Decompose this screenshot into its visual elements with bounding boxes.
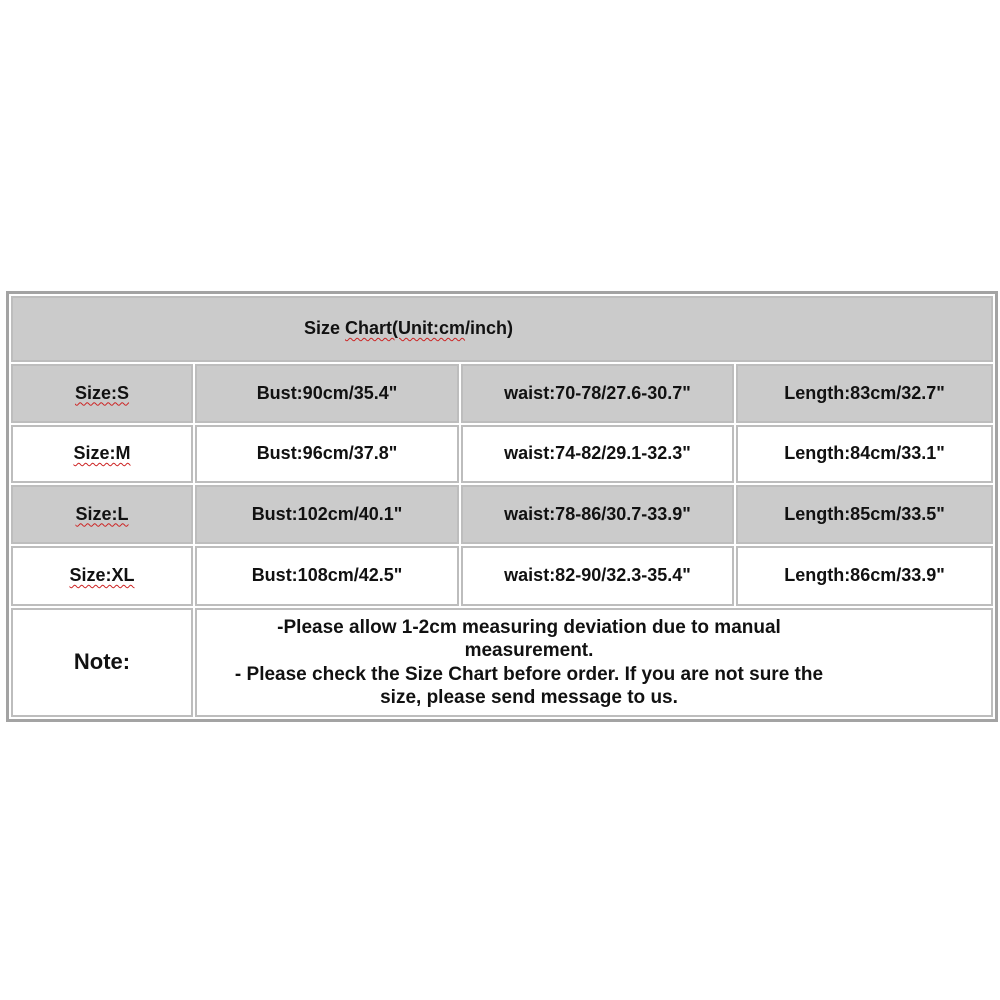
bust-cell-s <box>195 364 459 423</box>
waist-cell-m <box>461 425 734 483</box>
waist-cell-l <box>461 485 734 544</box>
length-cell-xl <box>736 546 993 606</box>
size-chart-title-cell <box>11 296 993 362</box>
note-label: Note: <box>73 649 131 675</box>
length-value: Length:86cm/33.9" <box>784 565 945 586</box>
size-chart-title: Size Chart(Unit:cm/inch) <box>304 318 514 339</box>
waist-cell-s <box>461 364 734 423</box>
bust-cell-l <box>195 485 459 544</box>
note-line: size, please send message to us. <box>380 687 678 708</box>
length-value: Length:85cm/33.5" <box>784 503 945 524</box>
note-line: -Please allow 1-2cm measuring deviation due to manual <box>277 616 781 638</box>
length-cell-s <box>736 364 993 423</box>
size-label: Size:M <box>73 443 131 464</box>
size-cell-xl <box>11 546 193 606</box>
length-cell-m <box>736 425 993 483</box>
note-text-cell <box>195 608 993 717</box>
note-line: - Please check the Size Chart before order. If you are not sure the <box>234 663 824 685</box>
size-chart-table <box>6 291 998 722</box>
bust-value: Bust:108cm/42.5" <box>251 565 403 586</box>
bust-value: Bust:96cm/37.8" <box>256 443 398 464</box>
waist-value: waist:78-86/30.7-33.9" <box>504 503 691 524</box>
bust-cell-xl <box>195 546 459 606</box>
length-value: Length:83cm/32.7" <box>784 382 945 403</box>
note-label-cell <box>11 608 193 717</box>
length-value: Length:84cm/33.1" <box>784 443 945 464</box>
waist-value: waist:82-90/32.3-35.4" <box>504 565 691 586</box>
bust-value: Bust:90cm/35.4" <box>256 382 398 403</box>
size-cell-l <box>11 485 193 544</box>
size-label: Size:XL <box>69 565 135 586</box>
bust-cell-m <box>195 425 459 483</box>
waist-value: waist:70-78/27.6-30.7" <box>504 382 691 403</box>
bust-value: Bust:102cm/40.1" <box>251 503 403 524</box>
note-line: measurement. <box>464 640 594 661</box>
waist-cell-xl <box>461 546 734 606</box>
size-label: Size:L <box>75 503 129 524</box>
size-cell-s <box>11 364 193 423</box>
size-label: Size:S <box>74 382 130 403</box>
waist-value: waist:74-82/29.1-32.3" <box>504 443 691 464</box>
length-cell-l <box>736 485 993 544</box>
size-cell-m <box>11 425 193 483</box>
